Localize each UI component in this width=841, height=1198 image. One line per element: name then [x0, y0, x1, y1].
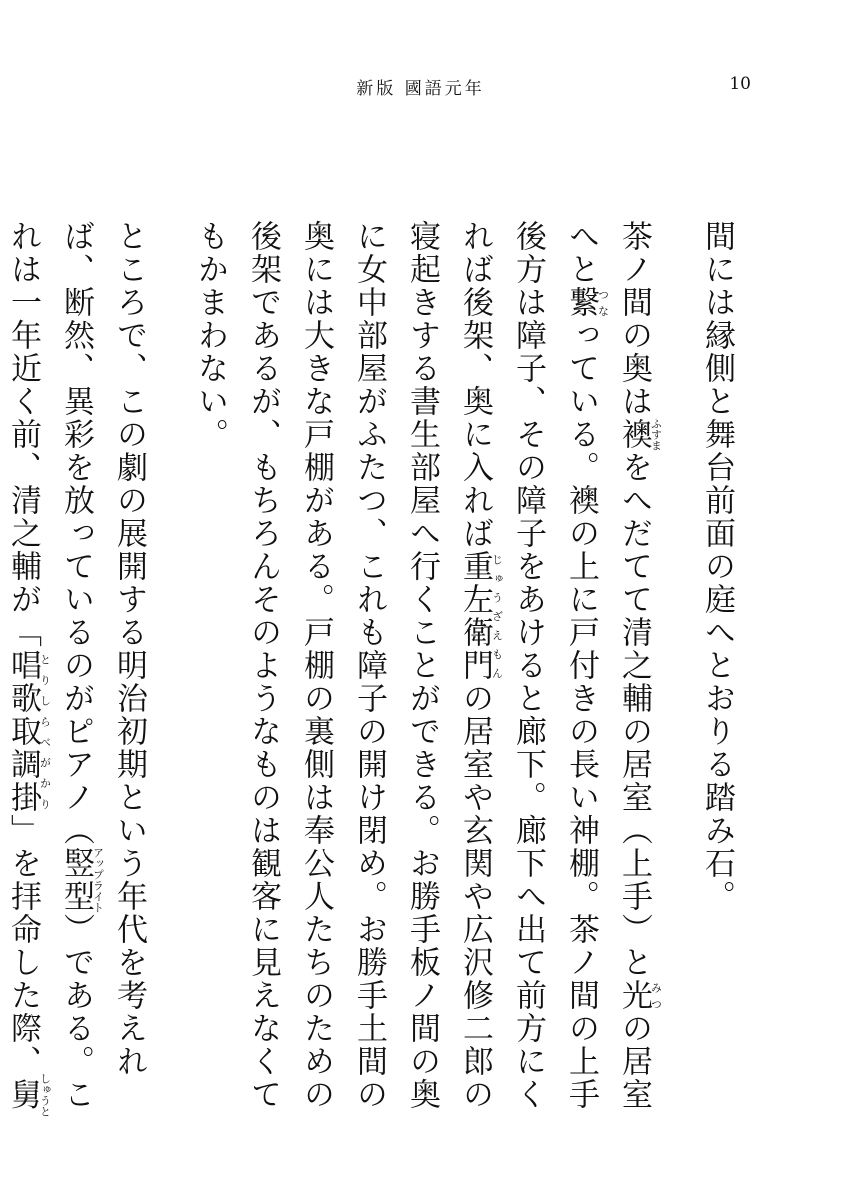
ruby-annotated-word	[58, 847, 105, 913]
page-number: 10	[729, 74, 751, 94]
paragraph-stage-steps	[690, 220, 743, 1120]
ruby-reading: アップライト	[91, 847, 105, 913]
ruby-reading: つな	[596, 286, 610, 319]
text-run: をへだてて清之輔の居室（上手）と	[616, 451, 652, 979]
ruby-reading: とりしらべがかり	[38, 649, 52, 814]
ruby-base: 舅	[5, 1073, 41, 1117]
ruby-annotated-word	[616, 979, 663, 1012]
text-run: ）である。これは一年近く前、清之輔が「	[5, 220, 94, 1111]
text-run: っている。襖の上に戸付きの長い神棚。茶ノ間の上手後方は障子、その障子をあけると廊下。廊下へ出て前方にくれば後架、奥に入れば	[457, 220, 599, 1111]
ruby-annotated-word	[5, 1073, 52, 1117]
paragraph-gap	[155, 220, 183, 1120]
text-run: 茶ノ間の奥は	[616, 220, 652, 418]
page-header	[0, 70, 841, 100]
paragraph-room-layout	[183, 220, 662, 1120]
paragraph-piano	[0, 220, 155, 1120]
ruby-reading: みつ	[649, 979, 663, 1012]
text-run: の居室や玄関や広沢修二郎の寝起きする書生部屋へ行くことができる。お勝手板ノ間の奥に女中部屋がふたつ、これも障子の開け閉め。お勝手土間の奥には大きな戸棚がある。戸棚の裏側は奉公人たちのための後架であるが、もちろんそのようなものは観客に見えなくてもかまわない。	[192, 220, 493, 1111]
ruby-reading: しゅうと	[38, 1073, 52, 1117]
ruby-annotated-word	[5, 649, 52, 814]
ruby-reading: じゅうざえもん	[490, 550, 504, 682]
ruby-annotated-word	[457, 550, 504, 682]
ruby-base: 竪型	[58, 847, 94, 913]
ruby-base: 光	[616, 979, 652, 1012]
ruby-annotated-word	[563, 286, 610, 319]
ruby-annotated-word	[616, 418, 663, 451]
vertical-body-text	[5, 220, 743, 1120]
ruby-base: 重左衛門	[457, 550, 493, 682]
text-run: 間には縁側と舞台前面の庭へとおりる踏み石。	[699, 220, 735, 913]
ruby-base: 唱歌取調掛	[5, 649, 41, 814]
paragraph-gap	[662, 220, 690, 1120]
text-run: ところで、この劇の展開する明治初期という年代を考えれば、断然、異彩を放っているのがピアノ（	[58, 220, 147, 1078]
ruby-base: 襖	[616, 418, 652, 451]
text-run: 」を拝命した際、	[5, 814, 41, 1078]
running-title: 新版 國語元年	[356, 79, 485, 99]
ruby-base: 繋	[563, 286, 599, 319]
text-run: の居室へと	[563, 220, 652, 1111]
ruby-reading: ふすま	[649, 418, 663, 451]
